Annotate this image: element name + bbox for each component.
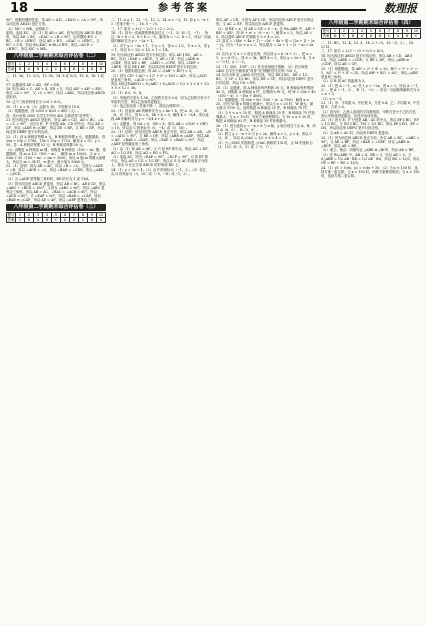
answer-paragraph: 20.（1）a = 4；（2）众数为 16，平均数为 15.8。 [6,104,83,109]
answer-paragraph: （2）x < −1。 [321,96,345,101]
table-cell: A [358,34,367,39]
answer-paragraph: （2）联立 y = −x + 6 与 y = 2x，解得 x = 2，y = 4，所以 C（2，4），所以 S△OAC = 1/2 × 6 × 4 = 12。 [216,132,313,141]
answer-paragraph: 如图，连接 EC′，由（1）知 AD = AE，因为四边形 ABCD 是矩形，所以 AD = BC，∠EAC′ = ∠B = 90°。由折叠知 B′C = BC，∠B = ∠EB′C′，所以 AE = B′C，∠EAC′ = ∠EB′C′。又 EC′ = C′E，所以 Rt△EAC′ ≌ Rt△C′B′E，所以 ∠AC′E = ∠B′EC′，所以 MC′ = ME。 [6,31,103,52]
answer-key-table [6,212,106,223]
table-cell: 3 [34,62,43,67]
answer-paragraph: （2）根据题意，得 60x + 80（100 − x）≤ 7500，解得 x ≥ 25。因为 W 随 x 的增大而减小，所以当 x = 25 时，W 最大，最大值为 3750 元。此时购进 A 种商品 25 件，B 种商品 75 件。 [216,98,314,111]
answer-paragraph: 18. 因为四边形 ABCD 是平行四边形，所以 AB = CD，AB ∥ CD，所以 ∠ABE = ∠CDF。又 BE = DF，所以 △ABE ≌ △CDF，所以 AE = CF。 [321,54,413,67]
table-cell: C [43,67,52,72]
answer-paragraph: 21.（1）甲：平均数 8，中位数 8，方差 0.4；乙：平均数 8，中位数 8，方差 2.8。 [321,101,420,110]
table-cell: 4 [43,62,52,67]
table-cell: D [70,217,79,222]
answer-paragraph: 20.（1）根据勾股定理，得 AC = √(AB² + BC²) = 5。 [111,69,195,74]
answer-paragraph: 22.（1）设直线 AB 的解析式为 y = kx + b，把 A（0，6），B（8，0）代入，得 b = 6，8k + b = 0，解得 k = −3/4，所以直线 AB 的解析式为 y = −3/4 x + 6。 [111,108,209,121]
answer-paragraph: （2）点 B 到 AC 的距离为 2。 [321,79,368,84]
answer-paragraph: 20.（1）把 A（−1，a）代入 y = −2x，得 a = 2，所以 A（−1，2）。把 A（−1，2），B（1，−2）… 所以一次函数的解析式为 y = x + 3。 [321,83,421,96]
table-cell: 6 [61,212,70,217]
answer-paragraph: （2）设购进 A 种树苗 m 棵，则购进 B 种树苗（100 − m）棵，根据题意，得 m ≥ 1/2（100 − m），解得 m ≥ 100/3。又 w = 52m + 50（100 − m）= 2m + 5000，所以 w 随 m 的增大而增大，所以当 m = 34 时，w 最小，最小值为 5068 元。 [6,147,106,164]
section-banner: 八年级第二学期期末综合评估卷（二） [6,53,106,60]
table-cell: 6 [61,62,70,67]
table-cell: 8 [79,212,88,217]
table-cell: D [331,34,340,39]
answer-paragraph: 21. 原式 = √(4a² + 4a + 1) − √(a² − 4a + 4) = |2a + 1| − |a − 2|。因为 −1/2 < a < 2，所以原式 = 2a + 1 − (2 − a) = 3a − 1。 [216,39,315,52]
table-cell: A [34,217,43,222]
answer-paragraph: 24. 因为 DE 是 △ABC 的中位线，所以 DE ∥ BC，DE = 1/2 BC。又 CF = 1/2 BC，所以 DE = CF，所以四边形 DEFC 是平行四边形，所以 CD = EF。 [216,73,314,86]
table-cell: C [79,67,88,72]
table-cell: 5 [367,29,376,34]
answer-paragraph: （2）由题意，得 OA = 6，OB = 8，所以 AB = √(OA² + OB²) = 10，所以点 C 的坐标为（0，−4）或（0，16）。 [111,121,208,130]
table-cell: 10 [97,212,106,217]
answer-paragraph: 23.（1）300，108°；（2）补全条形统计图略；（3）估计该校 2400 名学生中最喜欢“科普”类书籍的学生约有 720 人。 [216,64,308,73]
answer-paragraph: （2）MC′ = MK，证明如下： [6,26,52,31]
table-answer-row [7,67,106,72]
answer-paragraph: 二、11. x ≥ 1。12. −1。13. 2。14. x > −3。15. 如 y = −x + 1（答案不唯一）。16. 5 − √5。 [111,18,210,27]
table-cell: 7 [70,62,79,67]
answer-paragraph: 19. 这个三角形的周长为 2√6 + 6√2。 [6,99,64,104]
answer-paragraph: （2）由（1）知 AE = AF，又 G 是 EF 的中点，所以 AG ⊥ EF，AG = 1/2 EF，所以 AG = EG = FG。 [111,146,211,155]
table-cell: 6 [376,29,385,34]
table-cell: B [349,34,358,39]
table-cell: B [16,67,25,72]
answer-columns [6,18,421,622]
table-cell: 5 [52,212,61,217]
answer-paragraph: 25.（1）由题意，得 A 种商品每件利润 30 元，B 种商品每件利润 40 元，设购进 A 种商品 x 件，总利润为 W 元，则 W = 30x + 40（100 − x）= −10x + 4000。 [216,85,316,98]
table-cell: 8 [394,29,403,34]
table-cell: 2 [25,212,34,217]
table-cell: 10 [97,62,106,67]
answer-key-table [6,61,106,72]
table-cell: C [340,34,349,39]
table-cell: 5 [52,62,61,67]
answer-paragraph: 三、17. 原式 = 3√2 − 2√2 + √2 = 2√2。 [111,26,177,31]
table-cell: 答案 [7,67,15,72]
section-banner: 八年级第二学期期末综合评估卷（四） [321,20,421,27]
table-cell: 答案 [322,34,330,39]
table-cell: B [97,67,106,72]
table-cell: A [25,67,34,72]
column-3 [216,18,316,622]
header-rule-right [246,9,366,11]
answer-paragraph: 22.（1）因为 E，F 分别是 AB，AC 的中点，所以 EF ∥ BC，EF = 1/2 BC。又 DG ∥ BC，DG = 1/2 BC，所以 EF ∥ DG，EF = DG，所以四边形 DEFG 是平行四边形。 [321,118,419,131]
answer-paragraph: （2）当 △ADE 是等腰三角形时，BD 的长为 1 或 11/6。 [6,177,92,181]
answer-paragraph: 21.（1）8.5，8，8。 [111,91,145,96]
table-cell: A [97,217,106,222]
table-cell: 2 [25,62,34,67]
table-cell: 题号 [7,62,15,67]
table-cell: B [25,217,34,222]
table-cell: 7 [385,29,394,34]
brand-logo-text: 数理报 [384,2,417,15]
answer-paragraph: 18.（1）因为一次函数的图象经过点（−1，3）和（1，−1），所以 −k + b = 3，k + b = −1，解得 k = −2，b = 1，所以一次函数的解析式为 y = −2x + 1。 [111,31,211,44]
table-cell: C [52,67,61,72]
table-cell: 题号 [322,29,330,33]
answer-paragraph: （3）根据题意，得 2000 × 4/20 = 400（人）。 [6,109,81,114]
answer-paragraph: 三、17. 原式 = 2√3 − √3 + 3√3 = 4√3。 [321,49,387,54]
table-cell: B [34,67,43,72]
answer-paragraph: 23.（1）因为四边形 ABCD 是正方形，所以 AB = BC，∠ABC = 90°。又 AE ⊥ BF，所以 ∠BAE = ∠CBF，所以 △ABE ≌ △BCF，所以 AE = BF。 [321,135,420,148]
answer-paragraph: （2）设 BE = x，则 AE = CE = 8 − x。在 Rt△ABE 中，AB² + BE² = AE²，即 4² + x² =（8 − x）²，解得 x = 3，所以 AE = 5，所以菱形 AECF 的面积为 5 × 4 = 20。 [216,26,316,39]
answer-paragraph: （2）当 AB = AC 时，四边形 DEFG 是菱形。 [321,131,392,136]
table-cell: 9 [403,29,412,34]
table-cell: 9 [88,212,97,217]
table-cell: C [412,34,421,39]
page-header [6,2,421,17]
answer-paragraph: （3）当 △OMC 的面积是 △OAC 面积的 1/4 时，点 M 的坐标为（1，1/2）或（1，5）或（−1，7）。 [216,140,313,149]
table-cell: B [70,67,79,72]
answer-paragraph: 21. 因为四边形 ABCD 是矩形，所以 AB = CD，AD = BC，∠A = ∠C = 90°。又因为 E，F 分别是 AB，CD 的中点，所以 AE = CF，所以 △ADE ≌ △CBF，所以 DE = BF。又 BE = DF，所以四边形 DEBF 是平行四边形。 [6,118,105,135]
table-cell: 3 [34,212,43,217]
answer-paragraph: （2）成立。理由：同理可证 △ABE ≌ △BCF，所以 AE = BF。 [321,148,417,153]
answer-paragraph: （3）因为四边形 ABCD 是菱形，所以 AB = BC，AB ∥ CD，所以 ∠ABC + ∠BCD = 180°。又因为 ∠ABC = 60°，所以 △ABC 是等边三角形，所以 AB = AC，∠BAC = ∠ACB = 60°，所以 ∠ACD = 60°。又 ∠EAF = 60°，所以 ∠BAE = ∠CAF，所以 △BAE ≌ △CAF，所以 AE = AF，所以 △AEF 是等边三角形。 [6,181,106,202]
table-cell: C [385,34,394,39]
table-cell: D [61,67,70,72]
answer-paragraph: 二、11. BC。12. 4。13. 3。14. 2 + √5。15.（5，2）。16. 2√13。 [321,40,415,49]
table-cell: A [394,34,403,39]
table-cell: 3 [349,29,358,34]
table-cell: 8 [79,62,88,67]
table-cell: A [61,217,70,222]
answer-paragraph: 17. 由题意得 AF = AD，EF = DE。 [6,82,63,87]
answer-paragraph: （2）甲组的方差为 1.56，乙组的方差为 0.8，因为乙组的方差小于甲组的方差，所以乙组成绩更稳定。 [111,95,211,104]
table-cell: 题号 [7,212,15,217]
answer-paragraph: （3）在 Rt△ABE 中，AB = 4，BE = 3，所以 AE = 5。又 S△ABE = 1/2 AB · BE = 1/2 AE · BG，所以 BG = 12/5，所以 GF = BF − BG = 13/5。 [321,152,420,165]
section-banner: 八年级第二学期期末综合评估卷（三） [6,204,106,211]
column-1 [6,18,106,622]
table-cell: B [376,34,385,39]
table-cell: 答案 [7,217,15,222]
answer-paragraph: 19.（1）根据题意，得 AB² = 2² + 4² = 20，BC² = 1² + 2² = 5，AC² = 3² + 4² = 25，所以 AB² + BC² = AC²，所以 △ABC 是直角三角形。 [321,66,419,79]
answer-paragraph: （3）选乙组参加（答案不唯一，理由合理即可）。 [111,104,186,109]
page-title: 参考答案 [158,3,210,14]
table-cell: 1 [16,62,25,67]
table-cell: 4 [43,212,52,217]
table-cell: B [43,217,52,222]
table-cell: 10 [412,29,421,34]
answer-key-table [321,28,421,39]
table-answer-row [322,34,421,39]
answer-paragraph: 22. 因为 y 与 x + 2 成正比例，所以设 y = k（x + 2）。把 x = 1，y = 6 代入，得 6 = 3k，解得 k = 2，所以 y = 2x + 4。当 x = −3 时，y = −2。 [216,51,315,64]
table-cell: 7 [70,212,79,217]
answer-paragraph: （2）因为 CD² + AC² = 12² + 5² = 169 = AD²，所以 △ACD 是直角三角形，∠ACD = 90°。 [111,73,207,82]
answer-paragraph: （3）连接 AC，因为 ∠EAF = 90°，∠ECF = 90°，G 是 EF 的中点，所以 AG = CG = 1/2 EF，所以点 G 在 AC 的垂直平分线上，即点 G 在正方形 ABCD 的对角线 BD 上。 [111,155,209,168]
table-answer-row [7,217,106,222]
answer-paragraph: 24.（1）y1 = 0.8x，y2 = 0.6x + 30；（2）当 x < 150 时，选择方案一更合算；当 x = 150 时，两种方案费用相同；当 x > 150 时，选择方案二更合算。 [321,165,420,178]
table-cell: C [52,217,61,222]
table-cell: 9 [88,62,97,67]
table-cell: 1 [331,29,340,34]
answer-paragraph: （2）因为甲、乙两人成绩的平均数相同，甲的方差小于乙的方差，所以甲的成绩更稳定，应选甲参加比赛。 [321,109,419,118]
answer-paragraph: 24.（1）y = 2x + 4；（2）点 P 的坐标为（−1，2）；（3）存在，点 Q 的坐标为（3，10）或（−5，−6）或（1，2）。 [111,168,210,177]
table-cell: D [367,34,376,39]
answer-paragraph: 23.（1）证明：因为 AB = AC，所以 ∠B = ∠C。又因为 ∠ADE = ∠B，所以 ∠ADE = ∠C，所以 ∠BAD = ∠CDE，所以 △ABD ∽ △DCE。 [6,164,104,177]
answer-paragraph: 二、11. 56。12. 3√3。13. 90。14. 8 或 5√3。15. 6。16. 1 或 2。 [6,74,104,83]
table-cell: 1 [16,212,25,217]
table-cell: B [403,34,412,39]
answer-paragraph: （3）当 0 < a < 10 时，购进 A 种商品 25 件，B 种商品 75 件获利最大；当 a = 10 时，所有方案获利相同；当 10 < a < 20 时，购进 A 种商品 62 件，B 种商品 38 件获利最大。 [216,111,315,124]
column-2 [111,18,211,622]
table-cell: 2 [340,29,349,34]
answer-paragraph: 18. 因为 AD = 1，AE = 4，ED = 5，所以 AD² + AE² = ED²，所以 ∠A = 90°，又 ∠C = 90°，所以 ∠ABC，所以四边形 ABCD 是矩形。 [6,87,106,100]
answer-paragraph: 23.（1）证明：因为四边形 ABCD 是正方形，所以 AB = AD，∠B = ∠ADC = 90°。又 BE = DF，所以 △ABE ≌ △ADF，所以 AE = AF，∠BAE = ∠DAF，所以 ∠EAF = ∠BAD = 90°，所以 △AEF 是等腰直角三角形。 [111,130,211,147]
page-number: 18 [10,1,29,16]
answer-paragraph: 所以 S四边形ABCD = S△ABC + S△ACD = 1/2 × 3 × 4 + 1/2 × 5 × 12 = 36。 [111,82,210,91]
table-cell: D [88,67,97,72]
answer-paragraph: 19. 因为四边形 ABCD 是平行四边形，所以 AD ∥ BC，AD = BC，所以 ∠DAE = ∠BCF。又 AE = CF，所以 △ADE ≌ △CBF，所以 DE = BF，∠AED = ∠CFB，所以 ∠DEF = ∠BFE，所以 DE ∥ BF，所以四边形 BEDF 是平行四边形。 [111,52,203,69]
answer-paragraph: 22.（1）设 A 种树苗每棵 x 元，B 种树苗每棵 y 元，根据题意，得 20x + 15y = 1780，15x + 20y = 1720，解得 x = 52，y = 50。答：A 种树苗每棵 52 元，B 种树苗每棵 50 元。 [6,135,106,148]
header-rule-left [34,9,148,11]
answer-paragraph: 90°，根据折叠的性质，得 AD = A′D，∠EA′D = ∠A = 90°，所以四边形 AEA′D 是正方形。 [6,18,104,27]
answer-paragraph: 答：估计该校 2000 名学生中约有 400 名将获得“优秀奖”。 [6,113,95,118]
table-cell: C [16,217,25,222]
answer-paragraph: 所以 AF = CE。又因为 AF ∥ CE，所以四边形 AECF 是平行四边形。又 AC ⊥ EF，所以四边形 AECF 是菱形。 [216,18,314,27]
answer-paragraph: （2）对于 y = −2x + 1，令 y = 0，得 x = 1/2，令 x = 0，得 y = 1，所以 S = 1/2 × 1/2 × 1 = 1/4。 [111,43,210,52]
table-cell: B [88,217,97,222]
answer-paragraph: 26.（1）因为直线 y = −x + 6 与 x 轴、y 轴分别交于点 A，B，所以 A（6，0），B（0，6）。 [216,123,316,132]
table-cell: C [79,217,88,222]
column-4 [321,18,421,622]
table-cell: 4 [358,29,367,34]
